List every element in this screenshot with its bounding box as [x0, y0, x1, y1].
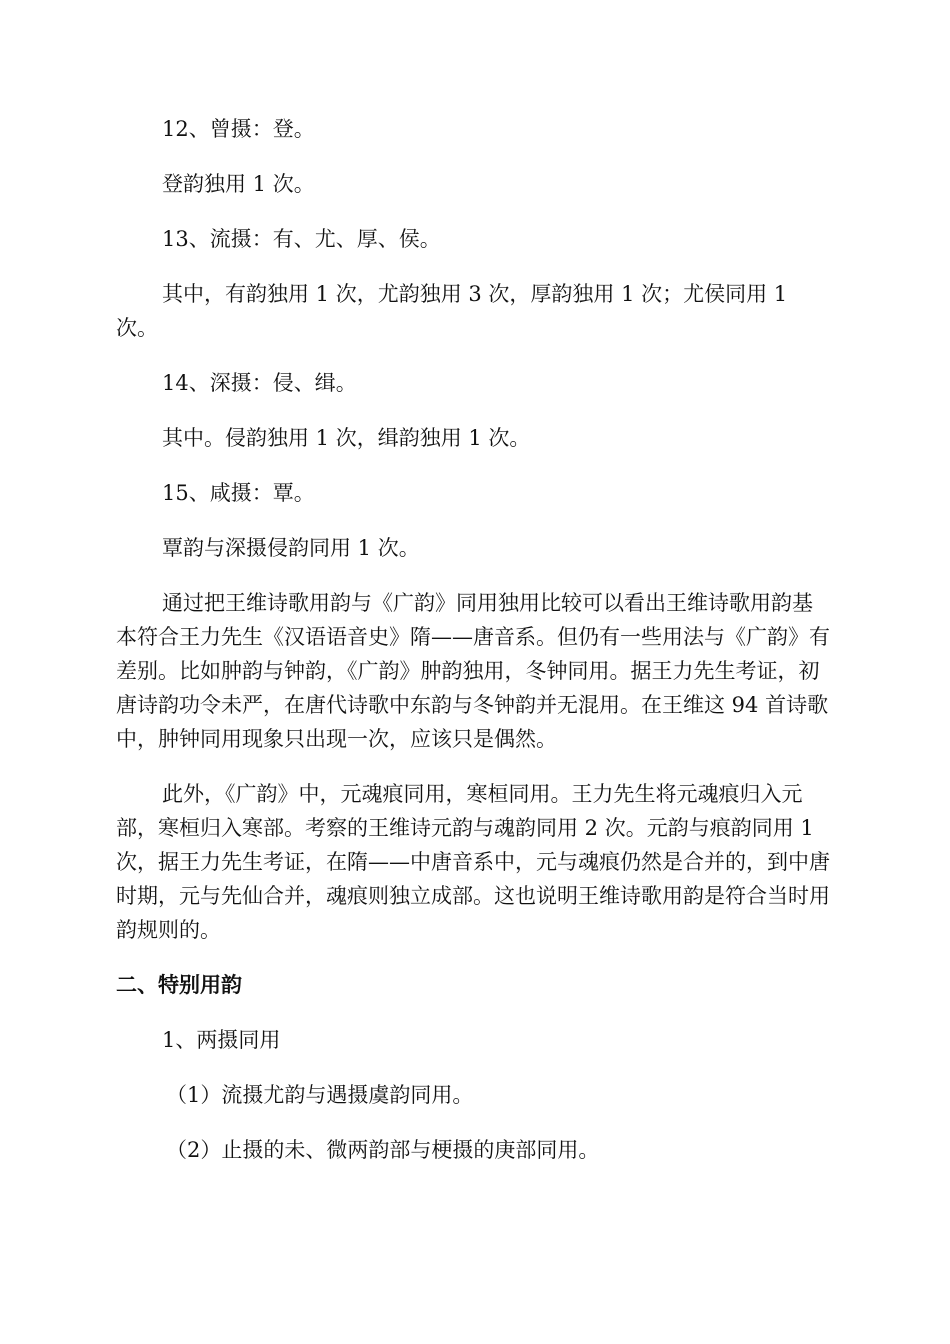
paragraph-yuan-hun-hen: 此外，《广韵》中，元魂痕同用，寒桓同用。王力先生将元魂痕归入元部，寒桓归入寒部。考察的王维诗元韵与魂韵同用 2 次。元韵与痕韵同用 1 次，据王力先生考证，在隋——中唐音系中，元与魂痕仍然是合并的，到中唐时期，元与先仙合并，魂痕则独立成部。这也说明王维诗歌用韵是符合当时用韵规则的。	[116, 782, 830, 942]
paragraph-liu-she: 13、流摄：有、尤、厚、侯。	[162, 227, 441, 251]
paragraph-shen-she-details: 其中。侵韵独用 1 次，缉韵独用 1 次。	[162, 426, 531, 450]
list-item-two-she: 1、两摄同用	[162, 1028, 281, 1052]
document-page	[116, 112, 832, 1188]
paragraph-shen-she: 14、深摄：侵、缉。	[162, 371, 357, 395]
paragraph-comparison: 通过把王维诗歌用韵与《广韵》同用独用比较可以看出王维诗歌用韵基本符合王力先生《汉语语音史》隋——唐音系。但仍有一些用法与《广韵》有差别。比如肿韵与钟韵，《广韵》肿韵独用，冬钟同用。据王力先生考证，初唐诗韵功令未严，在唐代诗歌中东韵与冬钟韵并无混用。在王维这 94 首诗歌中，肿钟同用现象只出现一次，应该只是偶然。	[116, 591, 830, 751]
paragraph-zeng-she: 12、曾摄：登。	[162, 117, 315, 141]
sub-item-1: （1）流摄尤韵与遇摄虞韵同用。	[166, 1083, 474, 1107]
sub-item-2: （2）止摄的未、微两韵部与梗摄的庚部同用。	[166, 1138, 600, 1162]
section-heading: 二、特别用韵	[116, 973, 242, 997]
paragraph-deng-rhyme: 登韵独用 1 次。	[162, 172, 315, 196]
paragraph-xian-she: 15、咸摄：覃。	[162, 481, 315, 505]
paragraph-liu-she-details: 其中，有韵独用 1 次，尤韵独用 3 次，厚韵独用 1 次；尤侯同用 1 次。	[116, 282, 788, 340]
paragraph-tan-rhyme: 覃韵与深摄侵韵同用 1 次。	[162, 536, 420, 560]
